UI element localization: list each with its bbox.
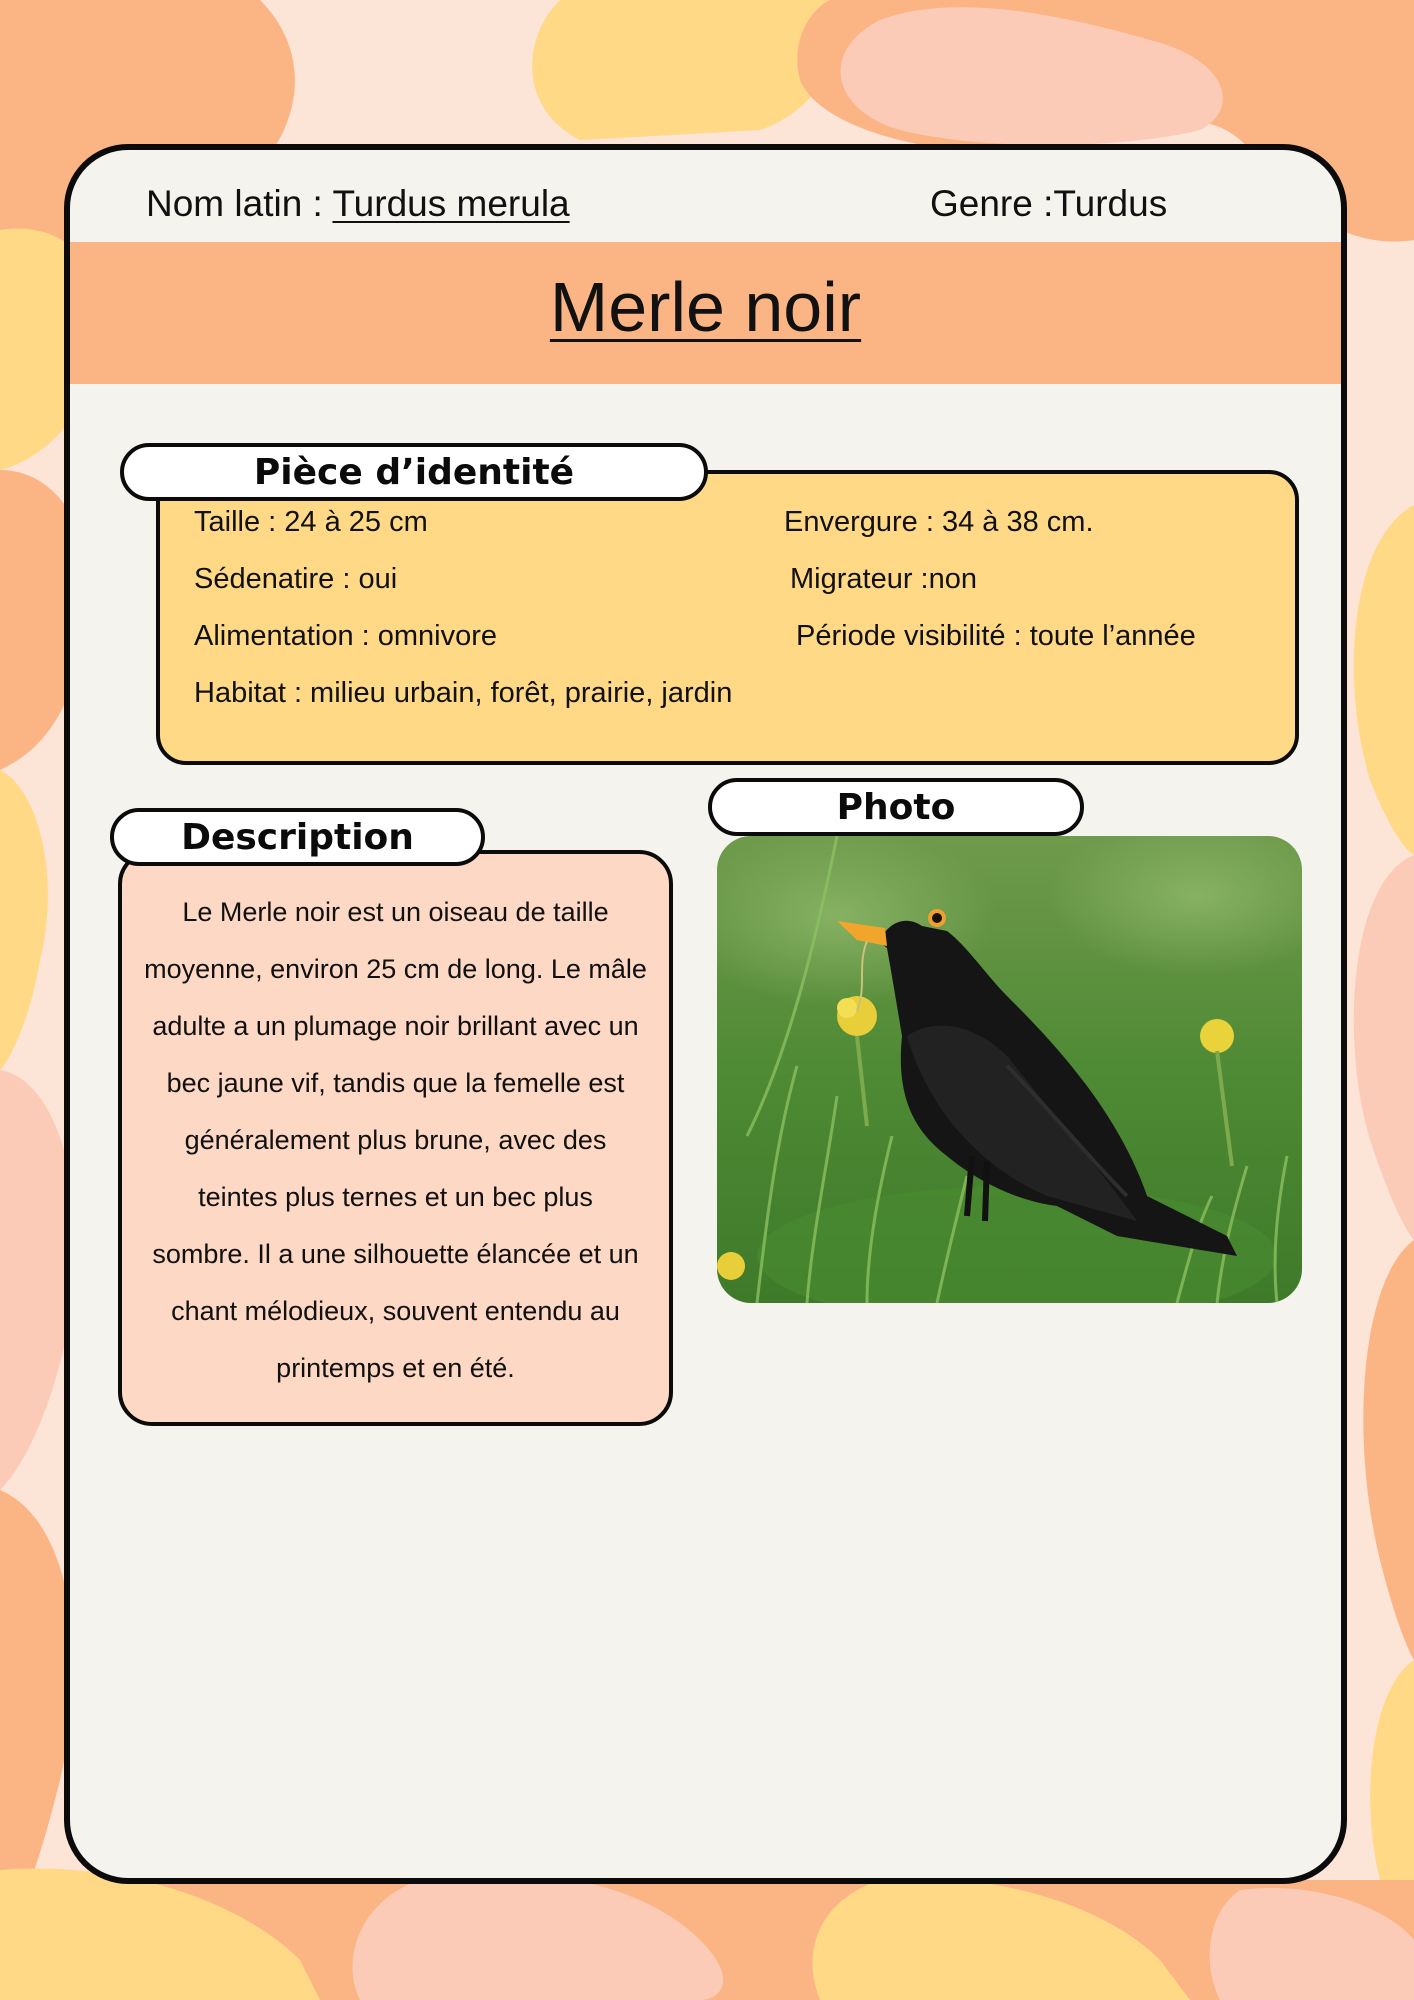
photo-heading: Photo bbox=[708, 778, 1084, 836]
field-taille: Taille : 24 à 25 cm bbox=[194, 506, 428, 538]
description-box bbox=[118, 850, 673, 1426]
field-sedentaire: Sédenatire : oui bbox=[194, 563, 398, 595]
description-text bbox=[122, 884, 669, 1397]
latin-name-label: Nom latin : bbox=[146, 183, 333, 224]
description-line: moyenne, environ 25 cm de long. Le mâle bbox=[144, 954, 647, 984]
field-habitat: Habitat : milieu urbain, forêt, prairie, jardin bbox=[194, 677, 733, 709]
title-banner bbox=[70, 242, 1341, 384]
identity-box bbox=[156, 470, 1299, 765]
blackbird-photo bbox=[717, 836, 1302, 1303]
identity-heading: Pièce d’identité bbox=[120, 443, 708, 501]
latin-name-value: Turdus merula bbox=[332, 183, 570, 224]
description-line: sombre. Il a une silhouette élancée et un bbox=[152, 1239, 639, 1269]
field-alimentation: Alimentation : omnivore bbox=[194, 620, 498, 652]
description-line: Le Merle noir est un oiseau de taille bbox=[182, 897, 609, 927]
description-line: teintes plus ternes et un bec plus bbox=[198, 1182, 593, 1212]
genre-value: Turdus bbox=[1053, 183, 1168, 224]
blackbird-illustration bbox=[717, 836, 1302, 1303]
genre-line bbox=[930, 176, 1167, 232]
field-migrateur: Migrateur :non bbox=[790, 563, 977, 595]
field-periode: Période visibilité : toute l’année bbox=[796, 620, 1196, 652]
description-line: chant mélodieux, souvent entendu au bbox=[171, 1296, 620, 1326]
latin-name-line bbox=[146, 176, 570, 232]
species-card bbox=[64, 144, 1347, 1884]
genre-label: Genre : bbox=[930, 183, 1054, 224]
field-envergure: Envergure : 34 à 38 cm. bbox=[784, 506, 1094, 538]
page-title: Merle noir bbox=[549, 268, 862, 346]
description-heading: Description bbox=[110, 808, 485, 866]
description-line: bec jaune vif, tandis que la femelle est bbox=[166, 1068, 625, 1098]
description-line: généralement plus brune, avec des bbox=[184, 1125, 607, 1155]
description-line: printemps et en été. bbox=[276, 1353, 515, 1383]
description-line: adulte a un plumage noir brillant avec un bbox=[152, 1011, 639, 1041]
